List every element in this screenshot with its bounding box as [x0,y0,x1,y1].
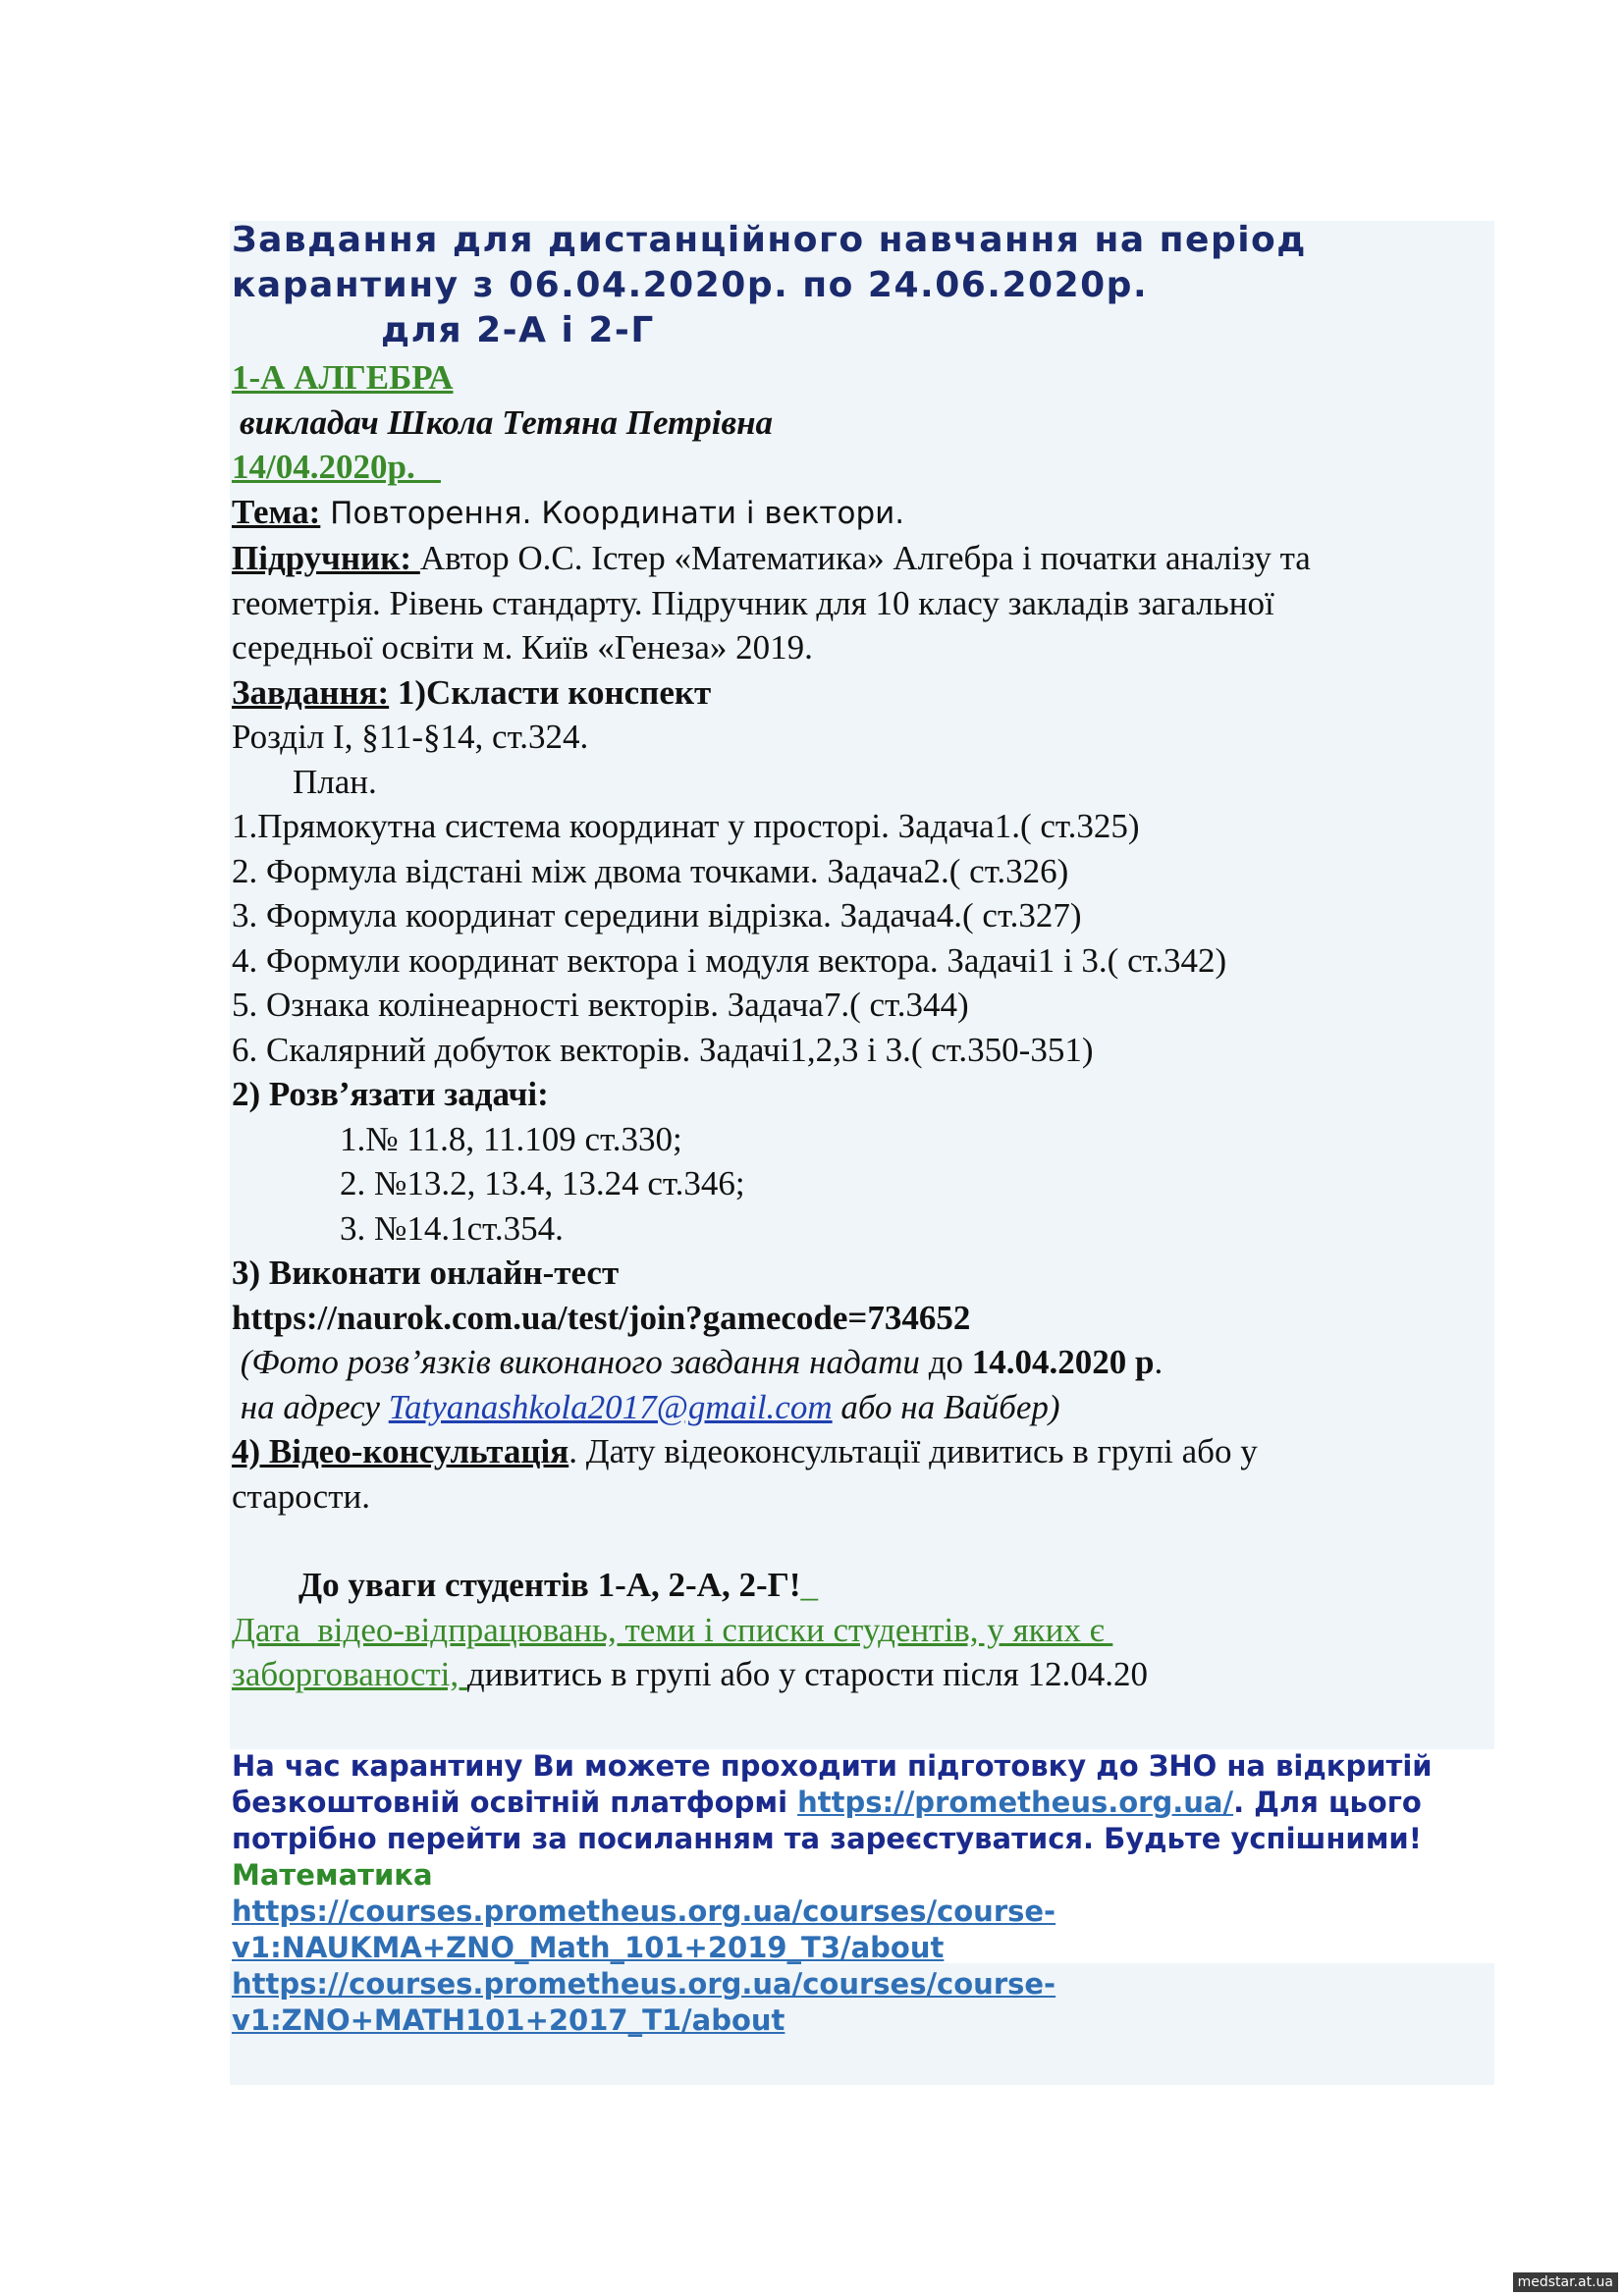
task-item-4: 4) Відео-консультація [232,1432,569,1470]
header-line-2: карантину з 06.04.2020р. по 24.06.2020р. [232,265,1149,305]
header-line-1: Завдання для дистанційного навчання на період [232,220,1307,260]
textbook-line-1 [232,536,1489,581]
notice-title-tail: _ [800,1566,819,1604]
zno-line-1: На час карантину Ви можете проходити підготовку до ЗНО на відкритій [232,1749,1433,1783]
notice-rest: дивитись в групі або у старости після 12.04.20 [466,1655,1148,1693]
task-item-4-text-2: старости. [232,1476,370,1516]
photo-instruction-italic: (Фото розв’язків виконаного завдання надати [232,1343,920,1381]
plan-item: 6. Скалярний добуток векторів. Задачі1,2,3 і 3.( ст.350-351) [232,1030,1094,1069]
course-link-1b[interactable]: v1:NAUKMA+ZNO_Math_101+2019_T3/about [232,1931,945,1964]
notice-green-line-2: заборгованості, [232,1655,467,1693]
textbook-text-1: Автор О.С. Істер «Математика» Алгебра і початки аналізу та [419,539,1311,577]
plan-item: 1.Прямокутна система координат у просторі. Задача1.( ст.325) [232,807,1140,845]
zno-line-2-prefix: безкоштовній освітній платформі [232,1786,798,1819]
header-line-3: для 2-А і 2-Г [381,310,655,350]
photo-dot: . [1154,1343,1164,1381]
problem-item: 1.№ 11.8, 11.109 ст.330; [340,1119,682,1158]
textbook-label: Підручник: [232,539,420,577]
topic-label: Тема: [232,492,321,531]
task-line [232,670,1489,716]
plan-item: 4. Формули координат вектора і модуля вектора. Задачі1 і 3.( ст.342) [232,940,1227,980]
email-link[interactable]: Tatyanashkola2017@gmail.com [388,1387,833,1426]
plan-item: 2. Формула відстані між двома точками. Задача2.( ст.326) [232,851,1069,890]
test-url[interactable]: https://naurok.com.ua/test/join?gamecode=734652 [232,1298,971,1337]
course-link-1a[interactable]: https://courses.prometheus.org.ua/courses/course- [232,1895,1056,1928]
task-item-3: 3) Виконати онлайн-тест [232,1254,620,1292]
plan-item: 3. Формула координат середини відрізка. Задача4.( ст.327) [232,896,1082,934]
topic-text: Повторення. Координати і вектори. [320,495,905,531]
textbook-line-3: середньої освіти м. Київ «Генеза» 2019. [232,628,813,667]
problem-item: 2. №13.2, 13.4, 13.24 ст.346; [340,1164,745,1202]
task-item-4-text: . Дату відеоконсультації дивитись в групі або у [568,1432,1258,1470]
address-suffix: або на Вайбер) [832,1387,1060,1426]
notice-title-line [232,1563,1489,1608]
problem-item: 3. №14.1ст.354. [340,1208,564,1248]
task-section: Розділ І, §11-§14, ст.324. [232,718,589,756]
course-link-2a[interactable]: https://courses.prometheus.org.ua/courses/course- [232,1967,1056,2001]
course-link-2b[interactable]: v1:ZNO+MATH101+2017_T1/about [232,2003,785,2037]
topic-line [232,490,1489,537]
watermark: medstar.at.ua [1513,2272,1618,2292]
address-prefix: на адресу [232,1387,389,1426]
notice-green-line-1: Дата відео-відпрацювань, теми і списки студентів, у яких є [232,1610,1113,1649]
plan-item: 5. Ознака колінеарності векторів. Задача7.( ст.344) [232,986,969,1024]
zno-line-2-suffix: . Для цього [1233,1786,1422,1819]
task-item-1: 1)Скласти конспект [389,672,712,712]
teacher-name: викладач Школа Тетяна Петрівна [240,402,774,442]
group-subject: 1-А АЛГЕБРА [232,358,454,397]
task-item-4-line [232,1429,1489,1474]
subject-label: Математика [232,1858,433,1892]
photo-instruction-do: до [919,1343,972,1381]
notice-title: До уваги студентів 1-А, 2-А, 2-Г! [298,1566,801,1604]
photo-instruction [232,1340,1489,1385]
prometheus-link[interactable]: https://prometheus.org.ua/ [797,1786,1234,1819]
address-line [232,1385,1489,1430]
lesson-date: 14/04.2020р. [232,448,441,486]
zno-info [232,1748,1498,2039]
task-item-2: 2) Розв’язати задачі: [232,1075,549,1113]
task-label: Завдання: [232,672,390,712]
photo-deadline: 14.04.2020 р [971,1343,1155,1381]
notice-line-2 [232,1652,1489,1697]
assignment-body [232,218,1489,1697]
plan-label: План. [293,762,377,801]
zno-line-2 [232,1785,1498,1821]
textbook-line-2: геометрія. Рівень стандарту. Підручник для 10 класу закладів загальної [232,583,1274,622]
zno-line-3: потрібно перейти за посиланням та зареєстуватися. Будьте успішними! [232,1822,1422,1855]
